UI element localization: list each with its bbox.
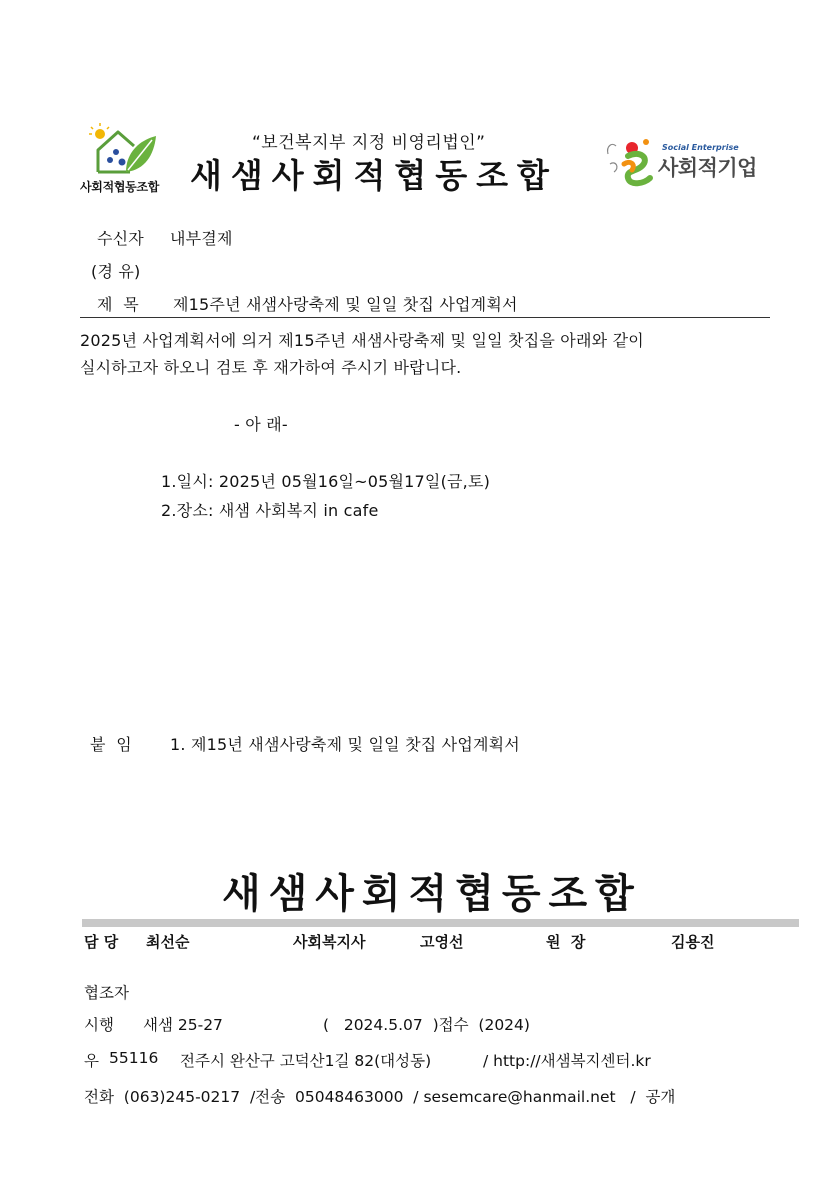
enforcement-value: 새샘 25-27: [143, 1016, 223, 1034]
postal-label: 우: [84, 1052, 99, 1070]
director-name: 김용진: [671, 933, 715, 951]
header-divider: [80, 317, 770, 318]
body-line-2: 실시하고자 하오니 검토 후 재가하여 주시기 바랍니다.: [80, 358, 462, 377]
worker-name: 고영선: [420, 933, 464, 951]
recipient-label: 수신자: [97, 229, 144, 248]
footer-org-title: 새샘사회적협동조합: [222, 871, 642, 917]
received-stamp: ( 2024.5.07 )접수 (2024): [323, 1016, 530, 1034]
worker-label: 사회복지사: [293, 933, 366, 951]
org-title: 새샘사회적협동조합: [190, 156, 558, 195]
attachment-label: 붙 임: [90, 735, 132, 754]
notice-heading: - 아 래-: [234, 415, 288, 434]
subject-label: 제 목: [97, 295, 139, 314]
social-enterprise-english: Social Enterprise: [662, 143, 739, 152]
cooperator-label: 협조자: [84, 984, 129, 1002]
social-enterprise-logo-icon: [600, 134, 660, 192]
org-subtitle: “보건복지부 지정 비영리법인”: [252, 133, 486, 153]
social-enterprise-korean: 사회적기업: [658, 156, 757, 180]
manager-label: 담 당: [84, 933, 119, 951]
left-logo-caption: 사회적협동조합: [80, 180, 160, 194]
postal-code: 55116: [109, 1049, 159, 1067]
contact-line: 전화 (063)245-0217 /전송 05048463000 / sesemcare@hanmail.net / 공개: [84, 1088, 676, 1106]
manager-name: 최선순: [146, 933, 190, 951]
director-label: 원 장: [546, 933, 586, 951]
attachment-value: 1. 제15년 새샘사랑축제 및 일일 찻집 사업계획서: [170, 735, 520, 754]
subject-value: 제15주년 새샘사랑축제 및 일일 찻집 사업계획서: [173, 295, 518, 314]
item-location: 2.장소: 새샘 사회복지 in cafe: [161, 501, 379, 520]
via-label: (경 유): [91, 262, 141, 281]
recipient-value: 내부결제: [170, 229, 233, 248]
body-line-1: 2025년 사업계획서에 의거 제15주년 새샘사랑축제 및 일일 찻집을 아래와 같이: [80, 331, 644, 350]
enforcement-label: 시행: [84, 1016, 114, 1034]
website-link[interactable]: / http://새샘복지센터.kr: [483, 1052, 651, 1070]
address: 전주시 완산구 고덕산1길 82(대성동): [180, 1052, 432, 1070]
footer-divider: [82, 919, 799, 927]
item-datetime: 1.일시: 2025년 05월16일~05월17일(금,토): [161, 472, 491, 491]
